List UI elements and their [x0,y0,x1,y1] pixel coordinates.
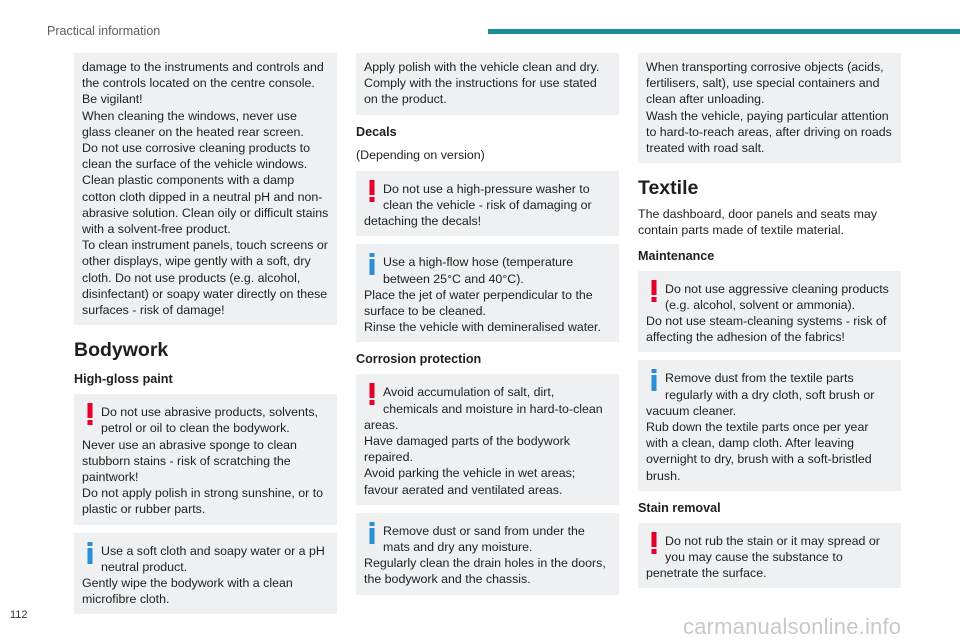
box-text: When cleaning the windows, never use glass cleaner on the heated rear screen. [82,108,304,139]
info-icon [82,542,97,567]
info-text: Remove dust or sand from under the mats and dry any moisture. [383,523,585,555]
warning-exclamation-icon [646,280,661,305]
box-text: damage to the instruments and controls and the controls located on the centre console. Be vigilant! [82,60,324,107]
box-text: Do not use corrosive cleaning products to clean the surface of the vehicle windows. [82,141,310,172]
column-3 [638,53,901,596]
warning-text: Do not apply polish in strong sunshine, or to plastic or rubber parts. [82,486,324,517]
warning-text: Do not rub the stain or it may spread or you may cause the substance to penetrate the surface. [646,533,880,581]
info-text: Rub down the textile parts once per year with a clean, damp cloth. After leaving overnight to dry, brush with a soft-bristled brush. [646,420,872,483]
decals-note: (Depending on version) [356,147,485,162]
note-box [356,53,619,115]
watermark-text: carmanualsonline.info [683,614,902,639]
box-text: Apply polish with the vehicle clean and dry. Comply with the instructions for use stated on the product. [364,60,600,107]
box-text: Wash the vehicle, paying particular attention to hard-to-reach areas, after driving on roads treated with road salt. [646,108,892,156]
caution-box-continued [74,53,337,325]
warning-text: Never use an abrasive sponge to clean stubborn stains - risk of scratching the paintwork! [82,437,297,485]
info-text: Place the jet of water perpendicular to the surface to be cleaned. [364,287,593,319]
info-text: Gently wipe the bodywork with a clean microfibre cloth. [82,576,293,607]
warning-box [356,171,619,237]
header-accent-bar [488,29,960,34]
textile-intro: The dashboard, door panels and seats may contain parts made of textile material. [638,207,878,238]
warning-text: Have damaged parts of the bodywork repaired. [364,434,570,465]
warning-exclamation-icon [364,383,379,408]
info-box [356,244,619,342]
info-icon [364,253,379,278]
info-box [356,513,619,595]
warning-box [74,394,337,524]
page-header-title: Practical information [47,24,161,38]
section-title-textile: Textile [638,177,699,200]
warning-exclamation-icon [82,403,97,428]
warning-text: Do not use steam-cleaning systems - risk of affecting the adhesion of the fabrics! [646,314,887,345]
info-icon [364,522,379,547]
warning-box [638,523,901,589]
note-box [638,53,901,163]
info-text: Use a high-flow hose (temperature between 25°C and 40°C). [383,255,574,286]
warning-text: Do not use a high-pressure washer to clean the vehicle - risk of damaging or detaching the decals! [364,181,592,229]
info-text: Use a soft cloth and soapy water or a pH neutral product. [101,543,325,574]
info-icon [646,369,661,394]
warning-box [356,374,619,504]
info-box [638,360,901,490]
warning-text: Do not use aggressive cleaning products (e.g. alcohol, solvent or ammonia). [665,281,889,312]
box-text: To clean instrument panels, touch screens or other displays, wipe gently with a soft, dry cloth. Do not use products (e.g. alcohol, disinfectant) or soapy water directly on these surfaces - risk of damage! [82,238,328,318]
info-text: Regularly clean the drain holes in the doors, the bodywork and the chassis. [364,556,606,587]
subsection-title-stain-removal: Stain removal [638,500,721,515]
page-number: 112 [10,609,28,621]
warning-exclamation-icon [364,180,379,205]
column-2 [356,53,619,603]
section-title-bodywork: Bodywork [74,339,169,362]
subsection-title-maintenance: Maintenance [638,248,715,263]
subsection-title-corrosion-protection: Corrosion protection [356,352,482,367]
info-text: Rinse the vehicle with demineralised water. [364,320,601,335]
box-text: When transporting corrosive objects (acids, fertilisers, salt), use special containers and clean after unloading. [646,60,884,107]
warning-exclamation-icon [646,532,661,557]
box-text: Clean plastic components with a damp cotton cloth dipped in a neutral pH and non-abrasive solution. Clean oily or difficult stains with a solvent-free product. [82,173,329,237]
warning-box [638,271,901,353]
info-text: Remove dust from the textile parts regularly with a dry cloth, soft brush or vacuum cleaner. [646,371,875,418]
column-1 [74,53,337,622]
info-box [74,533,337,615]
subsection-title-decals: Decals [356,124,397,139]
warning-text: Avoid parking the vehicle in wet areas; favour aerated and ventilated areas. [364,466,576,497]
subsection-title-high-gloss-paint: High-gloss paint [74,372,173,387]
warning-text: Do not use abrasive products, solvents, petrol or oil to clean the bodywork. [101,405,318,436]
warning-text: Avoid accumulation of salt, dirt, chemicals and moisture in hard-to-clean areas. [364,385,603,432]
